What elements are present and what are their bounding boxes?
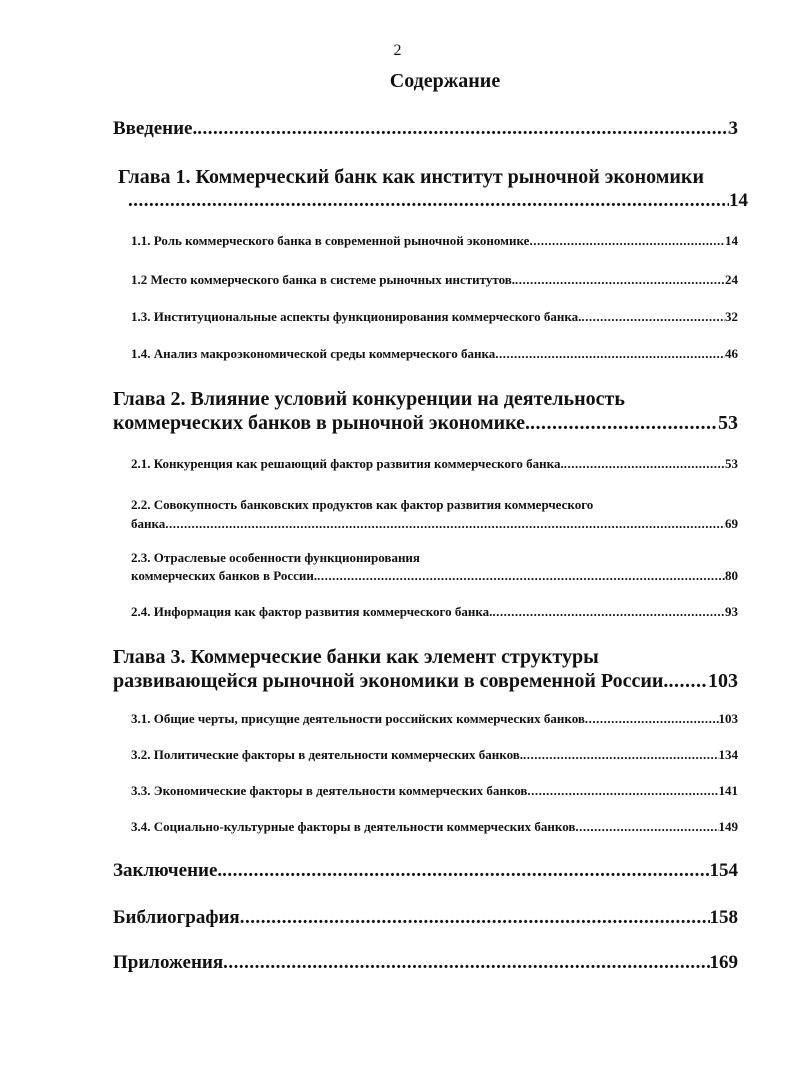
toc-entry-introduction[interactable]	[113, 118, 738, 140]
toc-entry-text: развивающейся рыночной экономики в современной России.	[113, 670, 669, 692]
chapter-2-title[interactable]: Глава 2. Влияние условий конкуренции на деятельность	[113, 388, 625, 410]
toc-entry-3-2[interactable]	[131, 747, 738, 763]
toc-page-number: 103	[718, 711, 738, 726]
toc-entry-1-1[interactable]	[131, 233, 738, 249]
toc-page-number: 103	[708, 670, 738, 692]
toc-entry-text: 3.4. Социально-культурные факторы в деятельности коммерческих банков	[131, 819, 576, 834]
leader-dots	[495, 346, 725, 362]
toc-entry-text: Приложения	[113, 952, 224, 973]
toc-entry-text: 1.2 Место коммерческого банка в системе рыночных институтов.	[131, 272, 516, 287]
leader-dots	[581, 309, 725, 325]
page-number: 2	[393, 42, 402, 59]
leader-dots	[668, 670, 708, 693]
toc-entry-text: 2.4. Информация как фактор развития коммерческого банка.	[131, 604, 493, 619]
toc-page-number: 134	[718, 747, 738, 762]
toc-entry-2-3-line-1[interactable]: 2.3. Отраслевые особенности функционирования	[131, 550, 420, 565]
toc-entry-text: 1.4. Анализ макроэкономической среды коммерческого банка	[131, 346, 496, 361]
toc-entry-2-2-line-2[interactable]	[131, 516, 738, 532]
leader-dots	[223, 952, 709, 974]
toc-entry-text: 3.2. Политические факторы в деятельности коммерческих банков.	[131, 747, 524, 762]
chapter-1-leader[interactable]	[128, 190, 748, 212]
toc-page-number: 46	[725, 346, 738, 361]
toc-page-number: 169	[709, 952, 738, 973]
toc-entry-1-2[interactable]	[131, 272, 738, 288]
leader-dots	[527, 783, 718, 799]
toc-entry-1-4[interactable]	[131, 346, 738, 362]
leader-dots	[585, 711, 719, 727]
toc-page-number: 158	[709, 907, 738, 928]
toc-page-number: 69	[725, 516, 738, 531]
toc-page-number: 80	[725, 568, 738, 583]
leader-dots	[515, 272, 725, 288]
toc-page-number: 53	[718, 412, 738, 434]
toc-entry-text: коммерческих банков в России.	[131, 568, 318, 583]
toc-entry-text: 3.3. Экономические факторы в деятельности коммерческих банков	[131, 783, 528, 798]
toc-entry-text: банка	[131, 516, 166, 531]
page-title: Содержание	[389, 70, 501, 92]
leader-dots	[128, 190, 729, 212]
leader-dots	[165, 516, 725, 532]
toc-entry-3-3[interactable]	[131, 783, 738, 799]
toc-entry-3-4[interactable]	[131, 819, 738, 835]
toc-entry-2-1[interactable]	[131, 456, 738, 472]
toc-entry-text: 3.1. Общие черты, присущие деятельности российских коммерческих банков	[131, 711, 585, 726]
leader-dots	[222, 860, 709, 882]
toc-entry-text: Введение.	[113, 118, 198, 139]
toc-entry-bibliography[interactable]	[113, 907, 738, 929]
leader-dots	[564, 456, 725, 472]
chapter-3-title[interactable]: Глава 3. Коммерческие банки как элемент структуры	[113, 646, 599, 668]
toc-entry-1-3[interactable]	[131, 309, 738, 325]
toc-entry-text: 2.1. Конкуренция как решающий фактор развития коммерческого банка.	[131, 456, 564, 471]
toc-page-number: 24	[725, 272, 738, 287]
leader-dots	[240, 907, 710, 929]
toc-entry-conclusion[interactable]	[113, 860, 738, 882]
leader-dots	[317, 568, 725, 584]
toc-page-number: 141	[718, 783, 738, 798]
toc-page-number: 53	[725, 456, 738, 471]
leader-dots	[575, 819, 718, 835]
toc-page-number: 14	[729, 190, 748, 211]
leader-dots	[530, 412, 718, 435]
chapter-1-title[interactable]: Глава 1. Коммерческий банк как институт рыночной экономики	[118, 166, 704, 188]
toc-entry-2-3-line-2[interactable]	[131, 568, 738, 584]
toc-entry-text: 1.3. Институциональные аспекты функционирования коммерческого банка.	[131, 309, 582, 324]
toc-page-number: 154	[709, 860, 738, 881]
toc-entry-text: 1.1. Роль коммерческого банка в современной рыночной экономике	[131, 233, 530, 248]
leader-dots	[492, 604, 725, 620]
toc-page-number: 93	[725, 604, 738, 619]
chapter-2-title-line-2[interactable]	[113, 412, 738, 435]
toc-entry-3-1[interactable]	[131, 711, 738, 727]
toc-entry-text: Заключение.	[113, 860, 223, 881]
toc-entry-2-2-line-1[interactable]: 2.2. Совокупность банковских продуктов как фактор развития коммерческого	[131, 497, 594, 512]
leader-dots	[523, 747, 718, 763]
toc-entry-2-4[interactable]	[131, 604, 738, 620]
toc-page-number: 14	[725, 233, 738, 248]
chapter-3-title-line-2[interactable]	[113, 670, 738, 693]
leader-dots	[197, 118, 728, 140]
toc-entry-text: Библиография	[113, 907, 240, 928]
toc-page-number: 3	[728, 118, 738, 139]
toc-page-number: 32	[725, 309, 738, 324]
toc-entry-text: коммерческих банков в рыночной экономике.	[113, 412, 531, 434]
leader-dots	[529, 233, 725, 249]
toc-page-number: 149	[718, 819, 738, 834]
toc-entry-appendix[interactable]	[113, 952, 738, 974]
